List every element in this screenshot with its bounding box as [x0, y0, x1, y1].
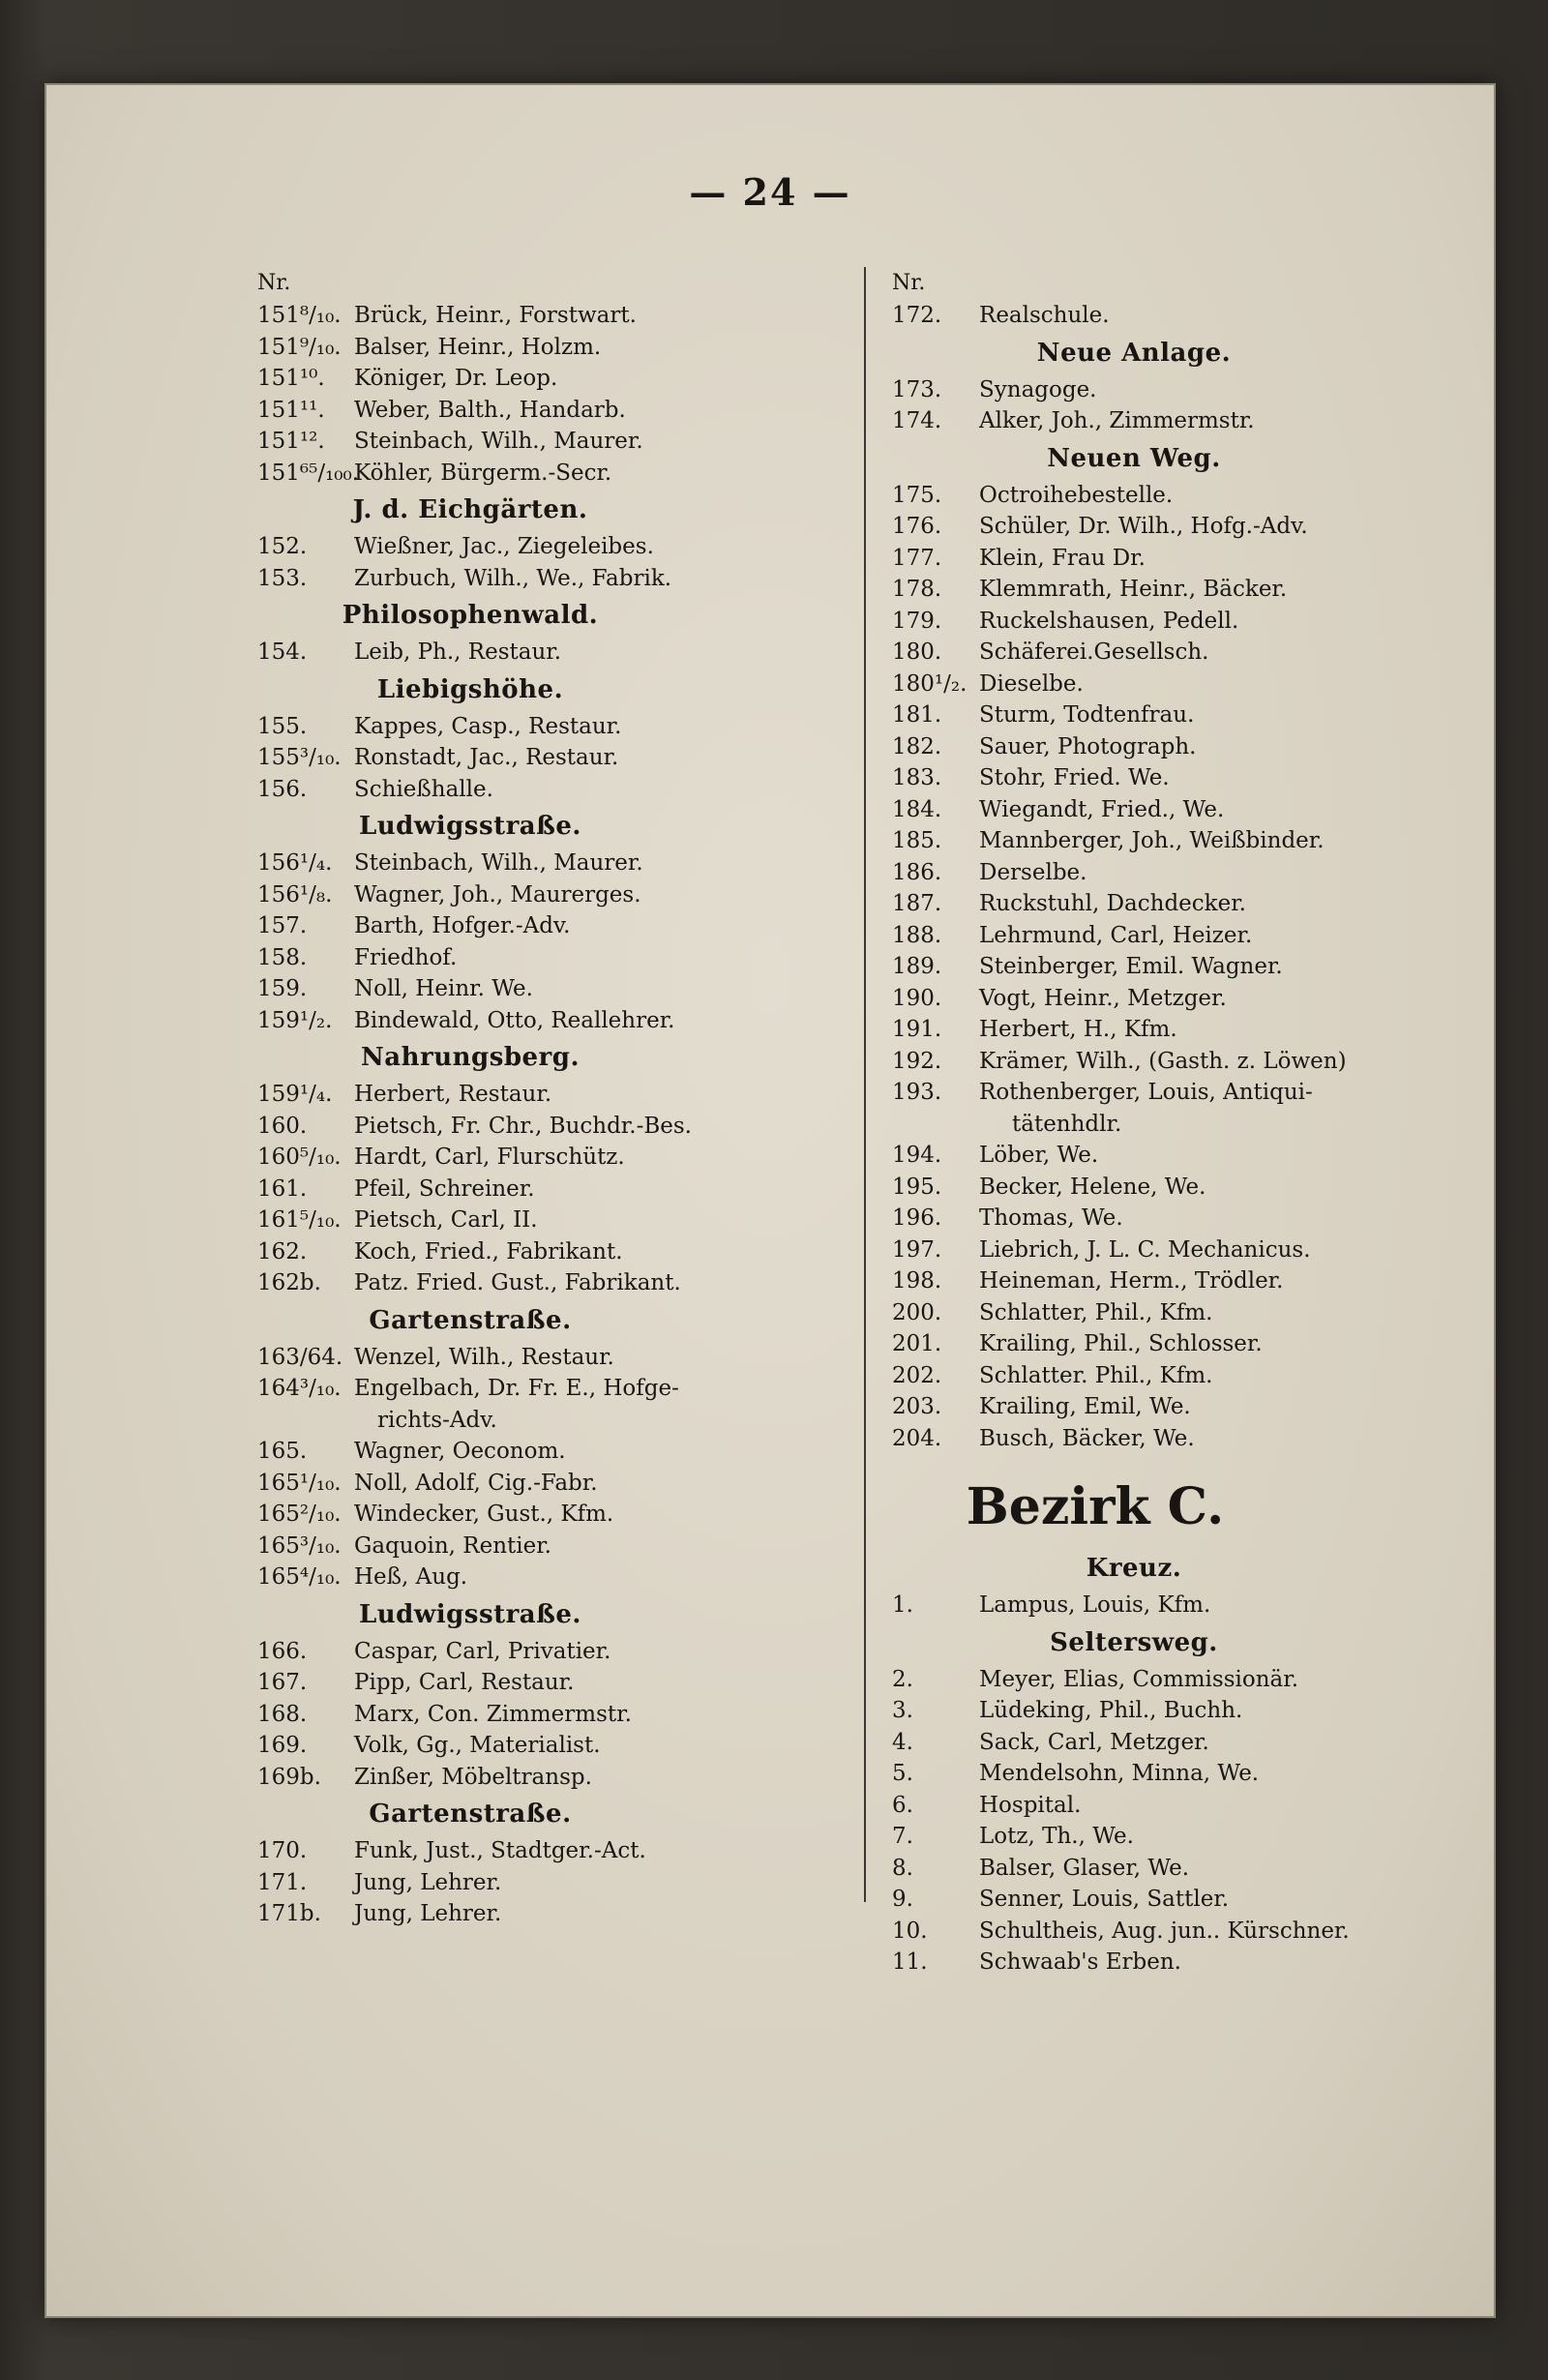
entry-name: Herbert, H., Kfm.	[979, 1017, 1177, 1042]
entry-name: Schlatter. Phil., Kfm.	[979, 1362, 1213, 1388]
entry-name: Heineman, Herm., Trödler.	[979, 1268, 1284, 1294]
directory-entry	[892, 606, 1511, 638]
entry-number: 151¹².	[257, 429, 325, 454]
entry-name: Becker, Helene, We.	[979, 1174, 1206, 1200]
entry-name: Pietsch, Carl, II.	[354, 1207, 538, 1233]
directory-entry	[257, 426, 877, 458]
directory-entry	[892, 1590, 1511, 1621]
column-header: Nr.	[257, 271, 291, 295]
entry-name: Schüler, Dr. Wilh., Hofg.-Adv.	[979, 514, 1308, 539]
directory-entry	[892, 1140, 1511, 1172]
entry-number: 165¹/₁₀.	[257, 1470, 342, 1496]
street-heading: Nahrungsberg.	[361, 1043, 580, 1072]
street-heading: Gartenstraße.	[369, 1800, 572, 1829]
entry-name: Hospital.	[979, 1792, 1082, 1818]
entry-number: 181.	[892, 702, 942, 728]
entry-name: Barth, Hofger.-Adv.	[354, 913, 571, 938]
entry-name: Octroihebestelle.	[979, 482, 1174, 508]
entry-number: 201.	[892, 1331, 942, 1356]
entry-number: 187.	[892, 891, 942, 916]
entry-number: 160⁵/₁₀.	[257, 1145, 342, 1170]
entry-number: 186.	[892, 859, 942, 885]
entry-name: Marx, Con. Zimmermstr.	[354, 1701, 632, 1727]
entry-name: Krämer, Wilh., (Gasth. z. Löwen)	[979, 1048, 1347, 1074]
column-divider	[864, 267, 866, 1902]
directory-entry	[892, 1853, 1511, 1885]
directory-entry	[257, 1005, 877, 1037]
entry-name: Lotz, Th., We.	[979, 1824, 1134, 1849]
directory-entry	[257, 973, 877, 1005]
directory-entry	[257, 711, 877, 743]
directory-entry	[257, 1205, 877, 1236]
entry-name: Gaquoin, Rentier.	[354, 1532, 551, 1559]
entry-number: 170.	[257, 1838, 308, 1863]
entry-number: 8.	[892, 1855, 913, 1881]
entry-name: Wenzel, Wilh., Restaur.	[354, 1344, 614, 1370]
entry-number: 200.	[892, 1299, 942, 1325]
entry-number: 165²/₁₀.	[257, 1502, 342, 1527]
entry-name: Schlatter, Phil., Kfm.	[979, 1299, 1213, 1325]
directory-entry	[892, 1758, 1511, 1790]
entry-name: Wießner, Jac., Ziegeleibes.	[354, 534, 654, 559]
entry-name: Krailing, Emil, We.	[979, 1394, 1191, 1419]
entry-number: 151¹⁰.	[257, 366, 325, 391]
entry-number: 173.	[892, 376, 942, 402]
entry-name: Stohr, Fried. We.	[979, 765, 1170, 790]
entry-number: 9.	[892, 1887, 913, 1912]
entry-name: Lehrmund, Carl, Heizer.	[979, 922, 1253, 948]
street-heading: Philosophenwald.	[342, 601, 599, 630]
entry-number: 174.	[892, 408, 942, 433]
entry-continuation	[892, 1109, 1511, 1141]
directory-entry	[257, 1867, 877, 1899]
entry-name: Senner, Louis, Sattler.	[979, 1887, 1230, 1912]
directory-entry	[257, 1111, 877, 1143]
directory-entry	[257, 1373, 877, 1405]
entry-number: 6.	[892, 1792, 913, 1818]
directory-entry	[892, 574, 1511, 606]
entry-number: 151⁶⁵/₁₀₀.	[257, 460, 360, 486]
entry-number: 3.	[892, 1698, 913, 1723]
entry-name: Meyer, Elias, Commissionär.	[979, 1666, 1299, 1692]
directory-entry	[257, 1531, 877, 1562]
entry-name: Wiegandt, Fried., We.	[979, 796, 1225, 822]
directory-entry	[257, 1436, 877, 1468]
entry-number: 194.	[892, 1143, 942, 1168]
directory-entry	[892, 1297, 1511, 1329]
entry-number: 193.	[892, 1080, 942, 1105]
entry-name: Ruckelshausen, Pedell.	[979, 608, 1239, 634]
street-heading: Kreuz.	[1086, 1554, 1182, 1583]
directory-entry	[257, 1898, 877, 1930]
entry-number: 197.	[892, 1236, 942, 1263]
entry-name: Mannberger, Joh., Weißbinder.	[979, 828, 1325, 853]
directory-entry	[892, 983, 1511, 1015]
directory-entry	[257, 742, 877, 774]
entry-name: Derselbe.	[979, 859, 1087, 885]
directory-entry	[892, 731, 1511, 763]
entry-number: 167.	[257, 1670, 308, 1695]
entry-number: 156.	[257, 776, 308, 802]
directory-entry	[257, 1079, 877, 1111]
entry-number: 195.	[892, 1174, 942, 1200]
entry-name: Busch, Bäcker, We.	[979, 1425, 1195, 1451]
entry-number: 163/64.	[257, 1344, 343, 1370]
directory-entry	[257, 1762, 877, 1794]
entry-name: Brück, Heinr., Forstwart.	[354, 303, 637, 328]
directory-entry	[892, 1046, 1511, 1078]
entry-name: Liebrich, J. L. C. Mechanicus.	[979, 1236, 1311, 1263]
directory-entry	[892, 405, 1511, 437]
directory-entry	[892, 1077, 1511, 1109]
directory-entry	[892, 300, 1511, 332]
entry-name: Caspar, Carl, Privatier.	[354, 1638, 611, 1664]
entry-number: 157.	[257, 913, 308, 938]
street-heading: J. d. Eichgärten.	[352, 495, 588, 524]
directory-entry	[892, 1695, 1511, 1727]
entry-number: 191.	[892, 1017, 942, 1042]
entry-number: 158.	[257, 944, 308, 970]
entry-name: Herbert, Restaur.	[354, 1082, 552, 1107]
entry-name: Lampus, Louis, Kfm.	[979, 1592, 1211, 1618]
directory-entry	[257, 774, 877, 806]
entry-name: Synagoge.	[979, 376, 1097, 402]
entry-number: 159.	[257, 976, 308, 1001]
street-heading: Neue Anlage.	[1036, 338, 1232, 368]
entry-name: Noll, Heinr. We.	[354, 976, 533, 1001]
entry-name: Mendelsohn, Minna, We.	[979, 1761, 1260, 1786]
entry-number: 152.	[257, 534, 308, 559]
entry-number: 151⁹/₁₀.	[257, 334, 342, 360]
directory-entry	[892, 1947, 1511, 1978]
entry-name: Schießhalle.	[354, 776, 493, 802]
entry-number: 184.	[892, 796, 942, 822]
entry-name: Köhler, Bürgerm.-Secr.	[354, 460, 612, 486]
entry-number: 165⁴/₁₀.	[257, 1564, 342, 1590]
directory-entry	[257, 395, 877, 427]
directory-entry	[257, 458, 877, 490]
entry-name: Thomas, We.	[979, 1205, 1123, 1231]
directory-entry	[892, 1360, 1511, 1392]
directory-entry	[892, 825, 1511, 857]
entry-name: Dieselbe.	[979, 670, 1084, 697]
directory-entry	[892, 951, 1511, 983]
entry-number: 203.	[892, 1394, 942, 1419]
entry-number: 153.	[257, 565, 308, 591]
street-heading: Ludwigsstraße.	[359, 1599, 581, 1629]
entry-number: 4.	[892, 1729, 913, 1755]
entry-name: Balser, Glaser, We.	[979, 1855, 1190, 1881]
street-heading: Gartenstraße.	[369, 1305, 572, 1335]
directory-entry	[257, 300, 877, 332]
directory-entry	[892, 888, 1511, 920]
entry-name: Sack, Carl, Metzger.	[979, 1729, 1209, 1755]
entry-name: Pipp, Carl, Restaur.	[354, 1670, 575, 1695]
directory-entry	[892, 1727, 1511, 1759]
entry-number: 162.	[257, 1238, 308, 1264]
directory-entry	[257, 910, 877, 942]
entry-number: 182.	[892, 733, 942, 759]
entry-number: 180¹/₂.	[892, 670, 968, 697]
directory-entry	[257, 1499, 877, 1531]
entry-number: 161.	[257, 1175, 308, 1202]
column-header: Nr.	[892, 271, 926, 295]
entry-number: 5.	[892, 1761, 913, 1786]
directory-entry	[892, 1235, 1511, 1266]
directory-entry	[892, 1265, 1511, 1297]
directory-entry	[892, 857, 1511, 889]
directory-entry	[257, 1636, 877, 1668]
directory-entry	[257, 1699, 877, 1731]
entry-number: 192.	[892, 1048, 942, 1074]
entry-number: 165.	[257, 1439, 308, 1464]
entry-name: Wagner, Oeconom.	[354, 1439, 566, 1464]
right-column	[892, 267, 1511, 1978]
district-title: Bezirk C.	[966, 1477, 1225, 1536]
directory-entry	[892, 920, 1511, 952]
entry-number: 154.	[257, 640, 308, 665]
entry-number: 189.	[892, 954, 942, 979]
entry-name: Jung, Lehrer.	[354, 1901, 502, 1926]
directory-entry	[892, 1172, 1511, 1204]
entry-name-continued: richts-Adv.	[377, 1407, 497, 1433]
entry-name: Leib, Ph., Restaur.	[354, 640, 562, 665]
directory-entry	[257, 942, 877, 974]
entry-name: Löber, We.	[979, 1143, 1099, 1168]
entry-name: Schäferei.Gesellsch.	[979, 640, 1209, 665]
street-heading: Liebigshöhe.	[376, 674, 564, 704]
entry-name: Wagner, Joh., Maurerges.	[354, 881, 641, 907]
entry-number: 188.	[892, 922, 942, 948]
directory-entry	[257, 1236, 877, 1268]
entry-name: Hardt, Carl, Flurschütz.	[354, 1145, 625, 1170]
entry-number: 196.	[892, 1205, 942, 1231]
entry-name: Windecker, Gust., Kfm.	[354, 1502, 614, 1527]
entry-name: Klemmrath, Heinr., Bäcker.	[979, 577, 1288, 602]
entry-number: 180.	[892, 640, 942, 665]
left-column	[257, 267, 877, 1930]
directory-entry	[892, 374, 1511, 406]
entry-number: 179.	[892, 608, 942, 634]
directory-entry	[892, 1203, 1511, 1235]
entry-name: Funk, Just., Stadtger.-Act.	[354, 1838, 646, 1863]
entry-number: 156¹/₈.	[257, 881, 333, 907]
directory-entry	[257, 1667, 877, 1699]
street-heading: Neuen Weg.	[1047, 443, 1221, 473]
directory-entry	[257, 332, 877, 364]
entry-number: 175.	[892, 482, 942, 508]
entry-name: Volk, Gg., Materialist.	[354, 1733, 601, 1758]
entry-number: 178.	[892, 577, 942, 602]
entry-name: Bindewald, Otto, Reallehrer.	[354, 1007, 675, 1033]
entry-name: Schultheis, Aug. jun.. Kürschner.	[979, 1918, 1350, 1944]
entry-name: Lüdeking, Phil., Buchh.	[979, 1698, 1243, 1723]
page-number: — 24 —	[689, 170, 851, 214]
directory-entry	[892, 1664, 1511, 1696]
entry-number: 1.	[892, 1592, 913, 1618]
entry-number: 171.	[257, 1869, 308, 1895]
entry-name: Steinbach, Wilh., Maurer.	[354, 850, 643, 876]
entry-number: 160.	[257, 1113, 308, 1139]
directory-entry	[257, 637, 877, 669]
directory-entry	[257, 1342, 877, 1374]
entry-name: Ruckstuhl, Dachdecker.	[979, 891, 1246, 916]
entry-number: 171b.	[257, 1901, 321, 1926]
entry-name: Königer, Dr. Leop.	[354, 366, 558, 391]
directory-entry	[892, 1423, 1511, 1455]
directory-entry	[892, 511, 1511, 543]
entry-number: 172.	[892, 303, 942, 328]
directory-entry	[257, 363, 877, 395]
entry-name: Zinßer, Möbeltransp.	[354, 1764, 592, 1790]
directory-entry	[892, 762, 1511, 794]
entry-name: Alker, Joh., Zimmermstr.	[979, 408, 1255, 433]
directory-entry	[892, 1916, 1511, 1948]
directory-entry	[892, 1790, 1511, 1822]
entry-number: 202.	[892, 1362, 942, 1388]
entry-name: Pfeil, Schreiner.	[354, 1175, 535, 1202]
directory-entry	[257, 563, 877, 595]
directory-entry	[892, 699, 1511, 731]
entry-name: Schwaab's Erben.	[979, 1949, 1181, 1975]
entry-name: Jung, Lehrer.	[354, 1869, 502, 1895]
entry-number: 151¹¹.	[257, 397, 325, 423]
directory-entry	[892, 1014, 1511, 1046]
directory-entry	[257, 1468, 877, 1500]
directory-entry	[892, 637, 1511, 669]
entry-number: 198.	[892, 1268, 942, 1294]
directory-entry	[892, 669, 1511, 700]
entry-number: 190.	[892, 985, 942, 1011]
directory-entry	[257, 1730, 877, 1762]
directory-entry	[892, 1391, 1511, 1423]
directory-entry	[257, 1835, 877, 1867]
entry-number: 11.	[892, 1949, 928, 1975]
entry-name: Pietsch, Fr. Chr., Buchdr.-Bes.	[354, 1113, 692, 1139]
entry-name: Balser, Heinr., Holzm.	[354, 334, 602, 360]
entry-name: Weber, Balth., Handarb.	[354, 397, 626, 423]
entry-number: 183.	[892, 765, 942, 790]
entry-number: 169b.	[257, 1764, 321, 1790]
entry-name: Kappes, Casp., Restaur.	[354, 713, 622, 739]
entry-name: Zurbuch, Wilh., We., Fabrik.	[354, 565, 672, 591]
entry-name: Vogt, Heinr., Metzger.	[979, 985, 1227, 1011]
entry-number: 177.	[892, 545, 942, 571]
directory-entry	[257, 1267, 877, 1299]
directory-entry	[892, 1821, 1511, 1853]
entry-number: 164³/₁₀.	[257, 1376, 342, 1401]
entry-name: Steinbach, Wilh., Maurer.	[354, 429, 643, 454]
entry-number: 151⁸/₁₀.	[257, 303, 342, 328]
entry-number: 159¹/₄.	[257, 1082, 333, 1107]
directory-entry	[257, 879, 877, 911]
entry-number: 168.	[257, 1701, 308, 1727]
entry-name: Friedhof.	[354, 944, 458, 970]
entry-name: Sauer, Photograph.	[979, 733, 1197, 759]
directory-entry	[892, 543, 1511, 575]
entry-name: Heß, Aug.	[354, 1564, 468, 1590]
entry-number: 155³/₁₀.	[257, 745, 342, 770]
entry-number: 156¹/₄.	[257, 850, 333, 876]
directory-page	[45, 83, 1496, 2318]
entry-number: 161⁵/₁₀.	[257, 1207, 342, 1233]
directory-entry	[257, 848, 877, 879]
entry-number: 185.	[892, 828, 942, 853]
entry-name: Koch, Fried., Fabrikant.	[354, 1238, 623, 1264]
entry-name: Klein, Frau Dr.	[979, 545, 1146, 571]
directory-entry	[892, 794, 1511, 826]
directory-entry	[257, 1142, 877, 1174]
entry-name: Realschule.	[979, 303, 1110, 328]
directory-entry	[257, 531, 877, 563]
entry-number: 155.	[257, 713, 308, 739]
directory-entry	[892, 1328, 1511, 1360]
entry-number: 162b.	[257, 1270, 321, 1295]
entry-number: 7.	[892, 1824, 913, 1849]
entry-number: 166.	[257, 1638, 308, 1664]
entry-number: 165³/₁₀.	[257, 1532, 342, 1559]
directory-entry	[892, 480, 1511, 512]
directory-entry	[257, 1562, 877, 1593]
entry-number: 176.	[892, 514, 942, 539]
entry-name: Steinberger, Emil. Wagner.	[979, 954, 1283, 979]
entry-name: Engelbach, Dr. Fr. E., Hofge-	[354, 1376, 679, 1401]
entry-name: Krailing, Phil., Schlosser.	[979, 1331, 1263, 1356]
entry-number: 169.	[257, 1733, 308, 1758]
entry-continuation	[257, 1405, 877, 1437]
entry-number: 10.	[892, 1918, 928, 1944]
entry-number: 2.	[892, 1666, 913, 1692]
directory-entry	[257, 1174, 877, 1205]
entry-name: Noll, Adolf, Cig.-Fabr.	[354, 1470, 598, 1496]
entry-name: Ronstadt, Jac., Restaur.	[354, 745, 619, 770]
street-heading: Ludwigsstraße.	[359, 812, 581, 841]
entry-name: Sturm, Todtenfrau.	[979, 702, 1195, 728]
entry-number: 204.	[892, 1425, 942, 1451]
entry-name: Rothenberger, Louis, Antiqui-	[979, 1080, 1313, 1105]
entry-name: Patz. Fried. Gust., Fabrikant.	[354, 1270, 681, 1295]
directory-entry	[892, 1884, 1511, 1916]
entry-number: 159¹/₂.	[257, 1007, 333, 1033]
street-heading: Seltersweg.	[1050, 1627, 1218, 1657]
entry-name-continued: tätenhdlr.	[1012, 1111, 1122, 1137]
